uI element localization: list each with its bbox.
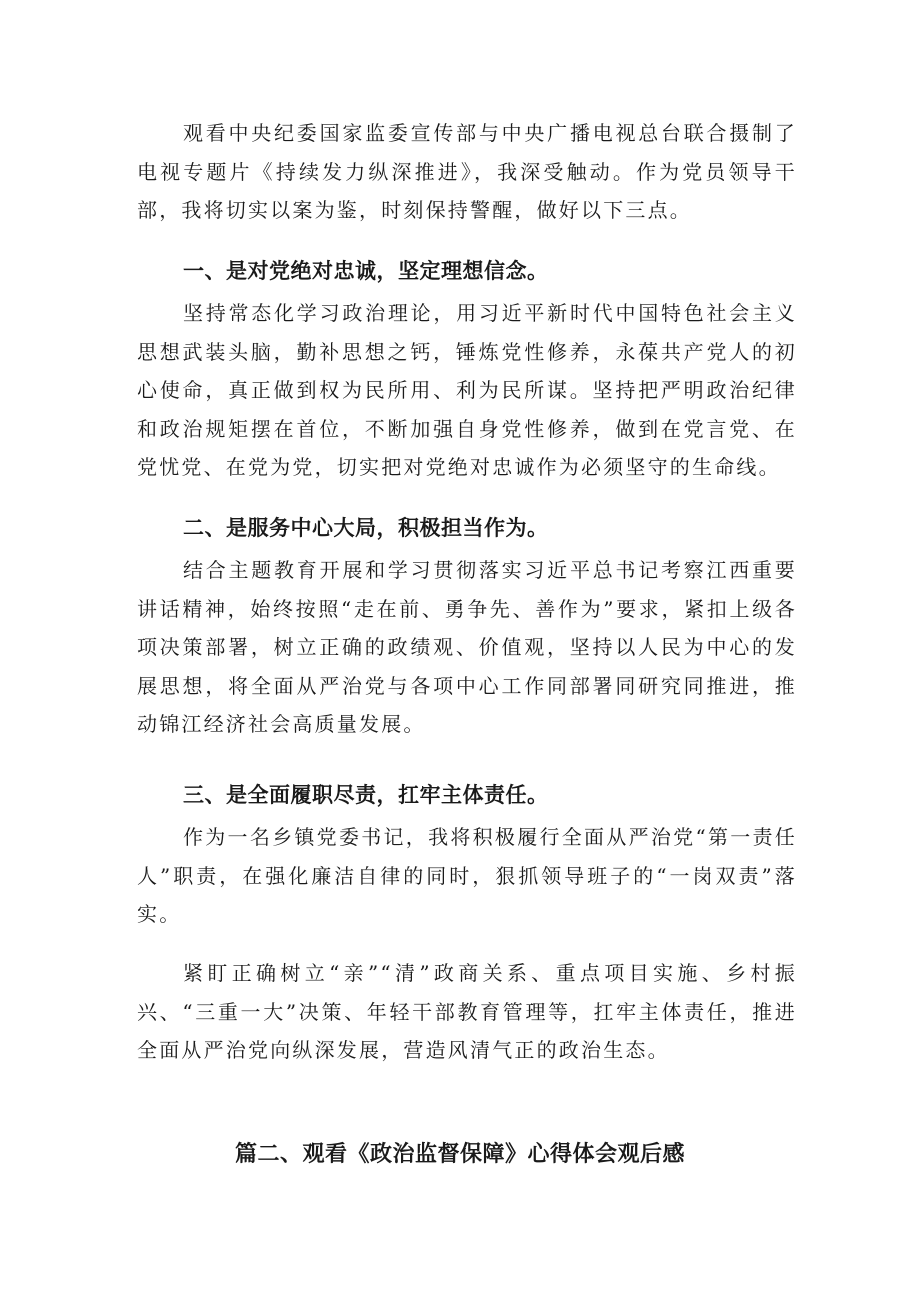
section-1-heading: 一、是对党绝对忠诚，坚定理想信念。 — [183, 259, 549, 283]
section-3-paragraph-2: 紧盯正确树立“亲”“清”政商关系、重点项目实施、乡村振兴、“三重一大”决策、年轻干部教育管理等，扛牢主体责任，推进全面从严治党向纵深发展，营造风清气正的政治生态。 — [137, 961, 797, 1062]
section-2-heading: 二、是服务中心大局，积极担当作为。 — [183, 516, 549, 540]
intro-paragraph: 观看中央纪委国家监委宣传部与中央广播电视总台联合摄制了电视专题片《持续发力纵深推进》，我深受触动。作为党员领导干部，我将切实以案为鉴，时刻保持警醒，做好以下三点。 — [137, 121, 797, 222]
section-1-paragraph: 坚持常态化学习政治理论，用习近平新时代中国特色社会主义思想武装头脑，勤补思想之钙，锤炼党性修养，永葆共产党人的初心使命，真正做到权为民所用、利为民所谋。坚持把严明政治纪律和政治规矩摆在首位，不断加强自身党性修养，做到在党言党、在党忧党、在党为党，切实把对党绝对忠诚作为必须坚守的生命线。 — [137, 301, 797, 479]
section-2-paragraph: 结合主题教育开展和学习贯彻落实习近平总书记考察江西重要讲话精神，始终按照“走在前、勇争先、善作为”要求，紧扣上级各项决策部署，树立正确的政绩观、价值观，坚持以人民为中心的发展思想，将全面从严治党与各项中心工作同部署同研究同推进，推动锦江经济社会高质量发展。 — [137, 558, 797, 736]
next-article-title: 篇二、观看《政治监督保障》心得体会观后感 — [234, 1142, 685, 1167]
section-3-heading: 三、是全面履职尽责，扛牢主体责任。 — [183, 783, 549, 807]
section-3-paragraph-1: 作为一名乡镇党委书记，我将积极履行全面从严治党“第一责任人”职责，在强化廉洁自律的同时，狠抓领导班子的“一岗双责”落实。 — [137, 825, 797, 926]
